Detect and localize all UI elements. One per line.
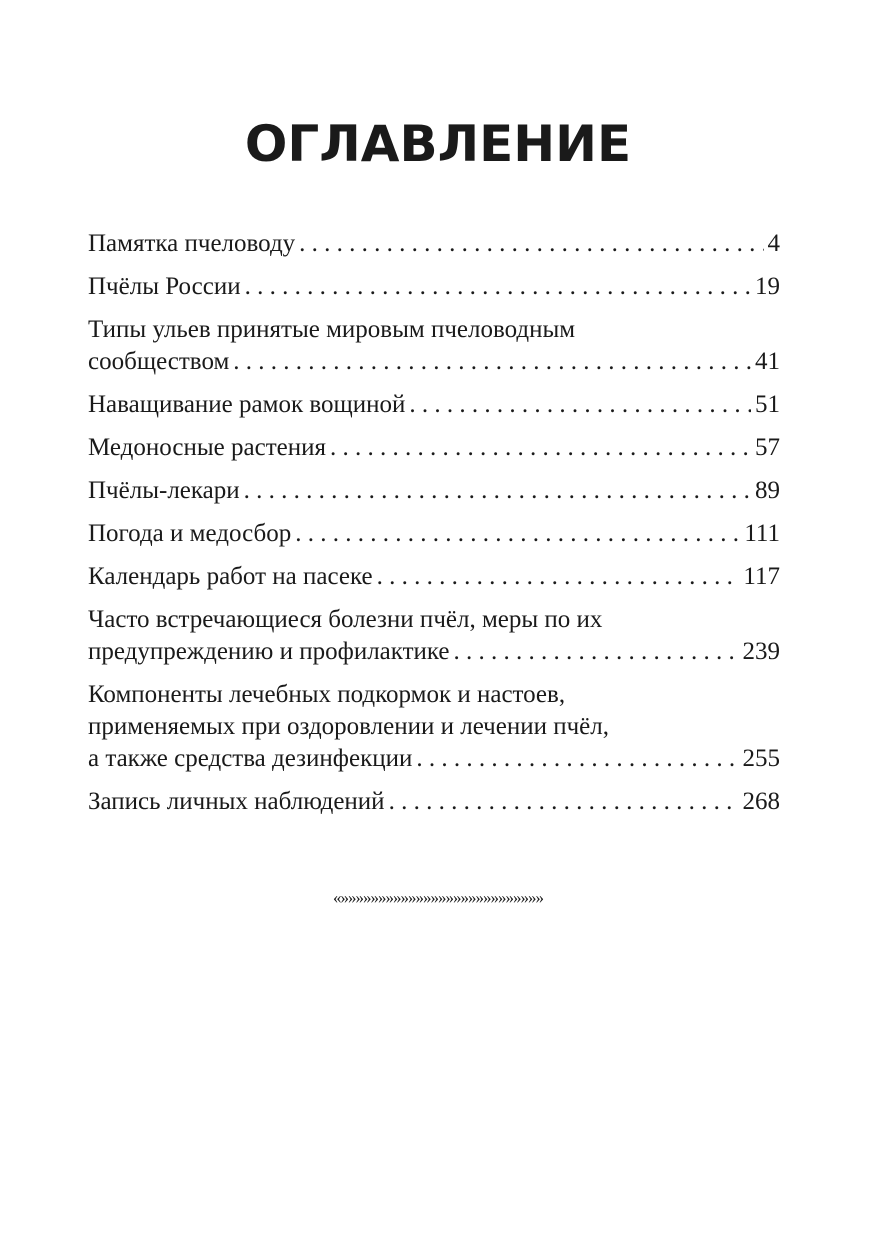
toc-entry-title-line: Погода и медосбор [88, 520, 292, 547]
toc-entry-row [88, 432, 780, 464]
dot-leader [389, 786, 739, 818]
toc-entry-row [88, 346, 780, 378]
dot-leader [233, 346, 751, 378]
toc-entry-title-line: а также средства дезинфекции [88, 745, 413, 772]
toc-entry-title-line: Календарь работ на пасеке [88, 563, 373, 590]
dot-leader [245, 271, 751, 303]
toc-entry-page-number: 268 [742, 788, 780, 815]
dot-leader [244, 475, 751, 507]
toc-entry-title-line: Запись личных наблюдений [88, 788, 385, 815]
toc-entry-row [88, 389, 780, 421]
toc-entry-page-number: 41 [755, 348, 780, 375]
toc-entry [88, 604, 780, 668]
toc-entry [88, 389, 780, 421]
toc-entry-title-line: Часто встречающиеся болезни пчёл, меры по их [88, 606, 603, 633]
dot-leader [409, 389, 751, 421]
toc-entry-page-number: 4 [767, 230, 780, 257]
table-of-contents [88, 228, 780, 829]
toc-entry [88, 314, 780, 378]
toc-entry-title-line: Пчёлы России [88, 273, 241, 300]
ornament-divider: «»»»»»»»»»»»»»»»»»»»»»»»»»»» [333, 888, 543, 907]
toc-entry-title-line: Типы ульев принятые мировым пчеловодным [88, 316, 576, 343]
toc-entry-page-number: 57 [755, 434, 780, 461]
toc-entry [88, 432, 780, 464]
toc-entry-title-line: предупреждению и профилактике [88, 638, 450, 665]
toc-entry [88, 679, 780, 775]
dot-leader [295, 518, 740, 550]
toc-entry-page-number: 255 [742, 745, 780, 772]
toc-entry-page-number: 19 [755, 273, 780, 300]
toc-entry-title-line: применяемых при оздоровлении и лечении пчёл, [88, 713, 610, 740]
toc-entry [88, 228, 780, 260]
toc-entry-title-line: Компоненты лечебных подкормок и настоев, [88, 681, 566, 708]
toc-entry-title-line: сообществом [88, 348, 230, 375]
toc-entry [88, 786, 780, 818]
toc-entry-row [88, 518, 780, 550]
dot-leader [299, 228, 763, 260]
toc-entry [88, 475, 780, 507]
toc-entry-row [88, 271, 780, 303]
toc-entry-title-line: Пчёлы-лекари [88, 477, 240, 504]
toc-entry-page-number: 239 [742, 638, 780, 665]
toc-entry-page-number: 111 [744, 520, 780, 547]
toc-entry-page-number: 89 [755, 477, 780, 504]
toc-entry-page-number: 117 [743, 563, 780, 590]
toc-entry [88, 518, 780, 550]
toc-entry-title-line: Медоносные растения [88, 434, 326, 461]
toc-entry-title-line: Наващивание рамок вощиной [88, 391, 406, 418]
page-title: ОГЛАВЛЕНИЕ [244, 115, 632, 173]
toc-entry-title-line: Памятка пчеловоду [88, 230, 296, 257]
toc-entry-page-number: 51 [755, 391, 780, 418]
dot-leader [377, 561, 740, 593]
toc-entry-row [88, 228, 780, 260]
dot-leader [416, 743, 738, 775]
toc-entry-row [88, 561, 780, 593]
toc-entry-row [88, 743, 780, 775]
dot-leader [454, 636, 739, 668]
toc-entry-row [88, 786, 780, 818]
toc-entry [88, 561, 780, 593]
toc-entry [88, 271, 780, 303]
toc-entry-row [88, 475, 780, 507]
dot-leader [330, 432, 751, 464]
toc-entry-row [88, 636, 780, 668]
